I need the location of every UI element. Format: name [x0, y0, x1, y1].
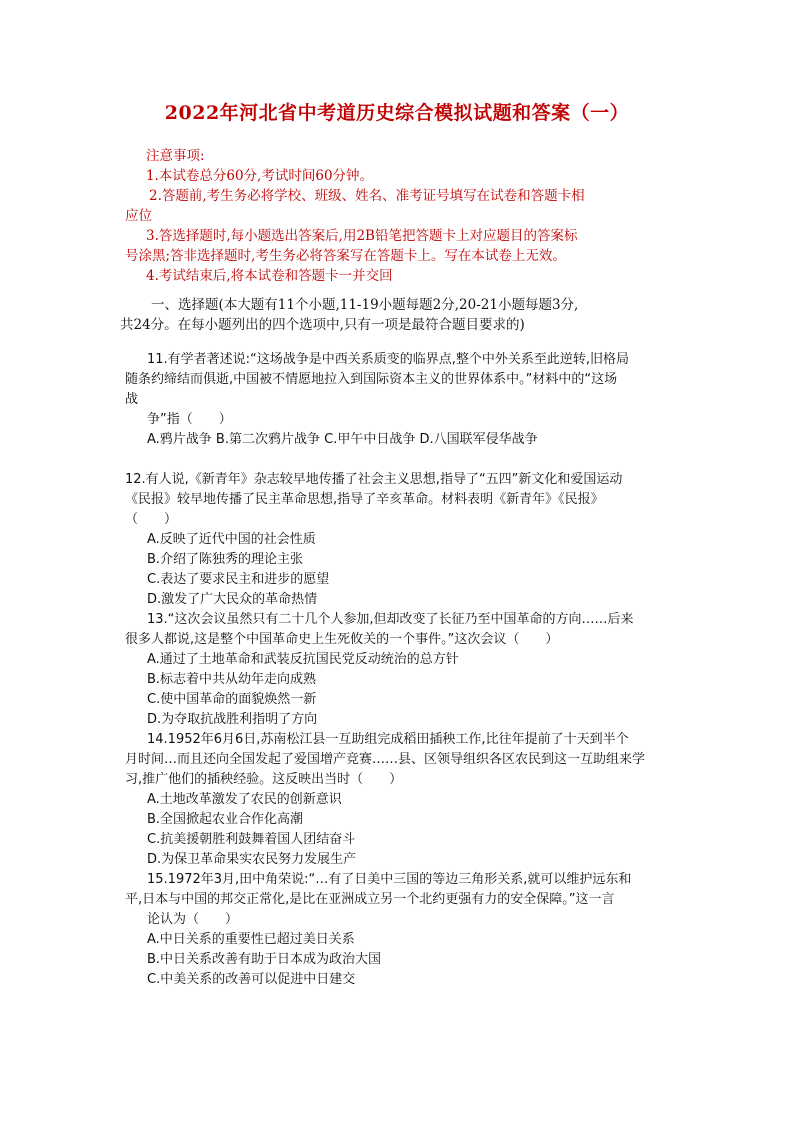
question-stem: （ ）	[125, 512, 178, 527]
question-option: B.全国掀起农业合作化高潮	[147, 812, 304, 827]
question-stem: 14.1952年6月6日,苏南松江县一互助组完成稻田插秧工作,比往年提前了十天到半个	[147, 732, 629, 747]
question-15	[125, 870, 670, 990]
notice-block	[125, 146, 666, 286]
notice-heading: 注意事项:	[146, 148, 205, 164]
question-option: B.中日关系改善有助于日本成为政治大国	[147, 952, 382, 967]
question-option: A.通过了土地革命和武装反抗国民党反动统治的总方针	[147, 652, 459, 667]
question-option: A.鸦片战争 B.第二次鸦片战争 C.甲午中日战争 D.八国联军侵华战争	[147, 432, 538, 447]
question-option: C.表达了要求民主和进步的愿望	[147, 572, 330, 587]
question-stem: 平,日本与中国的邦交正常化,是比在亚洲成立另一个北约更强有力的安全保障。”这一言	[125, 892, 615, 907]
question-option: C.中美关系的改善可以促进中日建交	[147, 972, 356, 987]
question-stem: 《民报》较早地传播了民主革命思想,指导了辛亥革命。材料表明《新青年》《民报》	[125, 492, 604, 507]
notice-item: 3.答选择题时,每小题选出答案后,用2B铅笔把答题卡上对应题目的答案标	[146, 228, 578, 244]
question-14	[125, 730, 670, 870]
question-stem: 随条约缔结而俱逝,中国被不情愿地拉入到国际资本主义的世界体系中。”材料中的“这场	[125, 372, 618, 387]
question-stem: 习,推广他们的插秧经验。这反映出当时（ ）	[125, 772, 403, 787]
notice-item: 4.考试结束后,将本试卷和答题卡一并交回	[146, 268, 393, 284]
question-option: B.标志着中共从幼年走向成熟	[147, 672, 317, 687]
question-option: D.激发了广大民众的革命热情	[147, 592, 318, 607]
question-stem: 战	[125, 392, 139, 407]
question-option: C.抗美援朝胜利鼓舞着国人团结奋斗	[147, 832, 356, 847]
question-option: C.使中国革命的面貌焕然一新	[147, 692, 317, 707]
notice-item: 2.答题前,考生务必将学校、班级、姓名、准考证号填写在试卷和答题卡相	[149, 188, 585, 204]
question-option: A.中日关系的重要性已超过美日关系	[147, 932, 355, 947]
notice-item: 号涂黑;答非选择题时,考生务必将答案写在答题卡上。写在本试卷上无效。	[125, 248, 566, 264]
question-11	[125, 350, 670, 450]
question-option: D.为夺取抗战胜利指明了方向	[147, 712, 318, 727]
question-option: A.土地改革激发了农民的创新意识	[147, 792, 342, 807]
section-line: 一、选择题(本大题有11个小题,11-19小题每题2分,20-21小题每题3分,	[151, 297, 579, 313]
question-13	[125, 610, 670, 730]
question-option: A.反映了近代中国的社会性质	[147, 532, 316, 547]
question-stem: 13.“这次会议虽然只有二十几个人参加,但却改变了长征乃至中国革命的方向……后来	[147, 612, 634, 627]
section-header	[120, 295, 670, 335]
question-list	[125, 350, 670, 990]
question-stem: 11.有学者著述说:“这场战争是中西关系质变的临界点,整个中外关系至此逆转,旧格局	[147, 352, 630, 367]
notice-item: 应位	[125, 208, 152, 224]
question-option: B.介绍了陈独秀的理论主张	[147, 552, 304, 567]
question-stem: 12.有人说,《新青年》杂志较早地传播了社会主义思想,指导了“五四”新文化和爱国运动	[125, 472, 623, 487]
question-option: D.为保卫革命果实农民努力发展生产	[147, 852, 357, 867]
section-line: 共24分。在每小题列出的四个选项中,只有一项是最符合题目要求的)	[120, 317, 525, 333]
exam-title: 2022年河北省中考道历史综合模拟试题和答案（一）	[164, 102, 630, 124]
notice-item: 1.本试卷总分60分,考试时间60分钟。	[146, 168, 374, 184]
question-12	[125, 470, 670, 610]
question-stem: 争”指（ ）	[147, 412, 232, 427]
question-stem: 月时间…而且还向全国发起了爱国增产竞赛……县、区领导组织各区农民到这一互助组来学	[125, 752, 646, 767]
question-stem: 很多人都说,这是整个中国革命史上生死攸关的一个事件。”这次会议（ ）	[125, 632, 559, 647]
question-stem: 15.1972年3月,田中角荣说:“…有了日美中三国的等边三角形关系,就可以维护远东和	[147, 872, 632, 887]
question-stem: 论认为（ ）	[147, 912, 239, 927]
